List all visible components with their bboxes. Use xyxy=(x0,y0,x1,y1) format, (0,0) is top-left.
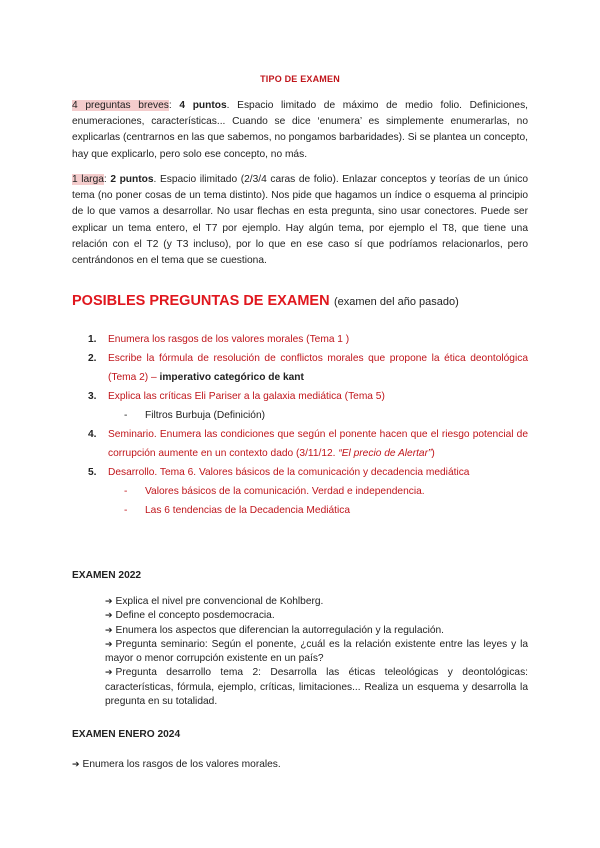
arrow-icon: ➔ xyxy=(105,668,113,679)
long-question-paragraph: 1 larga: 2 puntos. Espacio ilimitado (2/3/4 caras de folio). Enlazar conceptos y teorías de un único tema (no poner cosas de un tema distinto). Nos pide que hagamos un índice o esquema al principio de lo que vamos a desarrollar. No usar flechas en esta pregunta, sino usar conectores. Puede ser explicar un tema entero, el T7 por ejemplo. Hay algún tema, por ejemplo el T8, que tiene una relación con el T2 (y T3 incluso), por lo que en ese caso sí que podríamos relacionarlos, pero centrándonos en el tema que se cuestiona. xyxy=(72,174,528,267)
question-3-subitem: - Filtros Burbuja (Definición) xyxy=(124,410,266,421)
arrow-icon: ➔ xyxy=(105,611,113,622)
arrow-icon: ➔ xyxy=(105,639,113,650)
arrow-icon: ➔ xyxy=(72,760,80,770)
question-5-subitem-2: - Las 6 tendencias de la Decadencia Mediática xyxy=(124,505,351,516)
posibles-subheading: (examen del año pasado) xyxy=(334,296,459,308)
examen-2022-item-5: ➔ Pregunta desarrollo tema 2: Desarrolla las éticas teleológicas y deontológicas: características, fórmula, ejemplo, críticas, limitaciones... Realiza un esquema y desarrolla la pregunta en su totalidad. xyxy=(105,667,528,708)
examen-2024-item: ➔ Enumera los rasgos de los valores morales. xyxy=(72,759,281,770)
examen-2022-item-3: ➔ Enumera los aspectos que diferencian la autorregulación y la regulación. xyxy=(105,624,445,636)
possible-questions-list xyxy=(88,330,528,520)
question-item-1: 1. Enumera los rasgos de los valores morales (Tema 1 ) xyxy=(88,334,350,345)
examen-2022-list xyxy=(105,595,528,709)
question-item-3: 3. Explica las críticas Eli Pariser a la galaxia mediática (Tema 5) xyxy=(88,391,385,402)
long-question-highlight: 1 larga xyxy=(72,174,104,185)
examen-2022-item-2: ➔ Define el concepto posdemocracia. xyxy=(105,610,275,622)
imperativo-categorico: imperativo categórico de kant xyxy=(159,372,304,383)
examen-2024-heading: EXAMEN ENERO 2024 xyxy=(72,729,181,740)
examen-2022-heading: EXAMEN 2022 xyxy=(72,570,142,581)
page-title: TIPO DE EXAMEN xyxy=(260,74,340,84)
question-item-5: 5. Desarrollo. Tema 6. Valores básicos de la comunicación y decadencia mediática xyxy=(88,467,470,478)
arrow-icon: ➔ xyxy=(105,597,113,607)
examen-2022-item-4: ➔ Pregunta seminario: Según el ponente, ¿cuál es la relación existente entre las leyes y la mayor o menor corrupción existente en un país? xyxy=(105,638,528,665)
el-precio-de-alertar: “El precio de Alertar” xyxy=(338,448,432,459)
long-question-points: 2 puntos xyxy=(110,174,154,185)
question-item-2: 2. Escribe la fórmula de resolución de conflictos morales que propone la ética deontológica (Tema 2) – imperativo categórico de kant xyxy=(88,353,528,383)
examen-2022-item-1: ➔ Explica el nivel pre convencional de Kohlberg. xyxy=(105,596,324,607)
question-item-4: 4. Seminario. Enumera las condiciones que según el ponente hacen que el riesgo potencial de corrupción aumente en un contexto dado (3/11/12. “El precio de Alertar”) xyxy=(88,429,528,459)
short-questions-points: 4 puntos xyxy=(179,100,227,111)
arrow-icon: ➔ xyxy=(105,625,113,636)
short-questions-highlight: 4 preguntas breves xyxy=(72,100,169,111)
short-questions-paragraph: 4 preguntas breves: 4 puntos. Espacio limitado de máximo de medio folio. Definiciones, enumeraciones, características... Cuando se dice ‘enumera’ es simplemente enumerarlas, no explicarlas (centrarnos en las que sabemos, no pongamos barbaridades). Si se plantea un concepto, hay que explicarlo, pero solo ese concepto, no más. xyxy=(72,100,528,160)
posibles-heading: POSIBLES PREGUNTAS DE EXAMEN (examen del año pasado) xyxy=(72,293,459,309)
question-5-subitem-1: - Valores básicos de la comunicación. Verdad e independencia. xyxy=(124,486,425,497)
